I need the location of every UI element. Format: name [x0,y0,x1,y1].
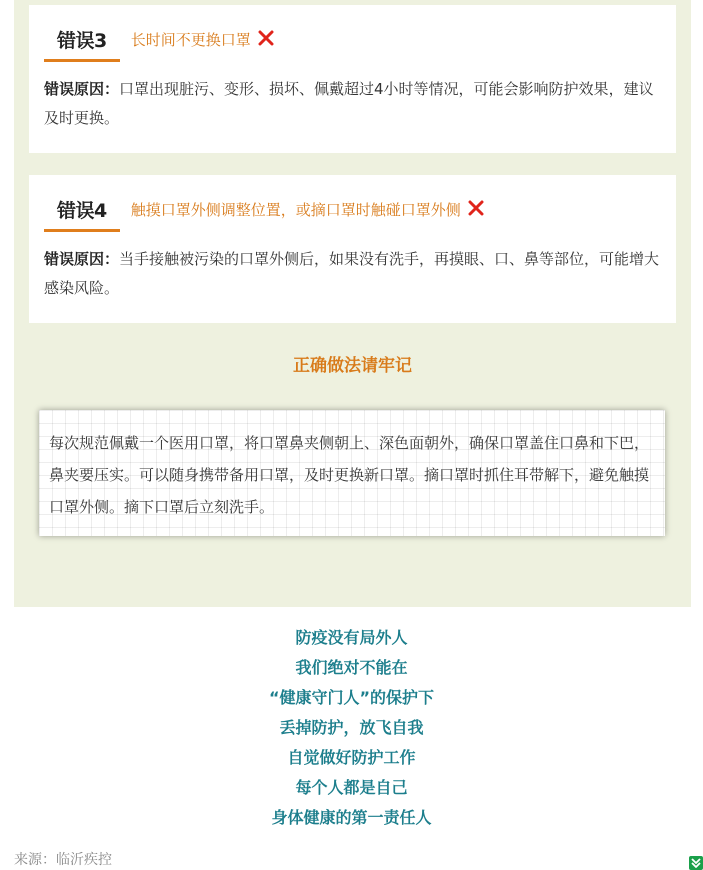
error-label: 错误4 [44,197,120,232]
slogan-line: 身体健康的第一责任人 [271,808,432,827]
slogan-line: “健康守门人”的保护下 [268,688,435,707]
error-title-text: 触摸口罩外侧调整位置，或摘口罩时触碰口罩外侧 [130,201,461,219]
reason-label: 错误原因： [44,80,120,98]
error-reason [44,75,662,133]
error-reason [44,245,662,303]
reason-text: 当手接触被污染的口罩外侧后，如果没有洗手，再摸眼、口、鼻等部位，可能增大感染风险。 [44,250,660,297]
slogan-line: 每个人都是自己 [295,778,408,797]
error-header [44,197,484,231]
error-card-3 [29,5,676,153]
scroll-down-badge-icon[interactable] [689,856,703,870]
reason-text: 口罩出现脏污、变形、损坏、佩戴超过4小时等情况，可能会影响防护效果，建议及时更换。 [44,80,654,127]
slogan-line: 我们绝对不能在 [295,658,408,677]
slogan-line: 丢掉防护，放飞自我 [279,718,424,737]
error-title [131,197,484,223]
error-title [131,27,274,53]
correct-method-title: 正确做法请牢记 [293,356,412,376]
source-credit: 来源：临沂疾控 [14,852,112,868]
error-title-text: 长时间不更换口罩 [130,31,251,49]
slogan-block [0,623,703,833]
correct-method-card [39,410,665,536]
slogan-line: 自觉做好防护工作 [287,748,416,767]
x-mark-icon [468,200,484,216]
error-card-4 [29,175,676,323]
reason-label: 错误原因： [44,250,120,268]
correct-method-text: 每次规范佩戴一个医用口罩，将口罩鼻夹侧朝上、深色面朝外，确保口罩盖住口鼻和下巴，鼻夹要压实。可以随身携带备用口罩，及时更换新口罩。摘口罩时抓住耳带解下，避免触摸口罩外侧。摘下口罩后立刻洗手。 [49,434,650,516]
slogan-line: 防疫没有局外人 [295,628,408,647]
error-label: 错误3 [44,27,120,62]
error-header [44,27,274,61]
x-mark-icon [258,30,274,46]
